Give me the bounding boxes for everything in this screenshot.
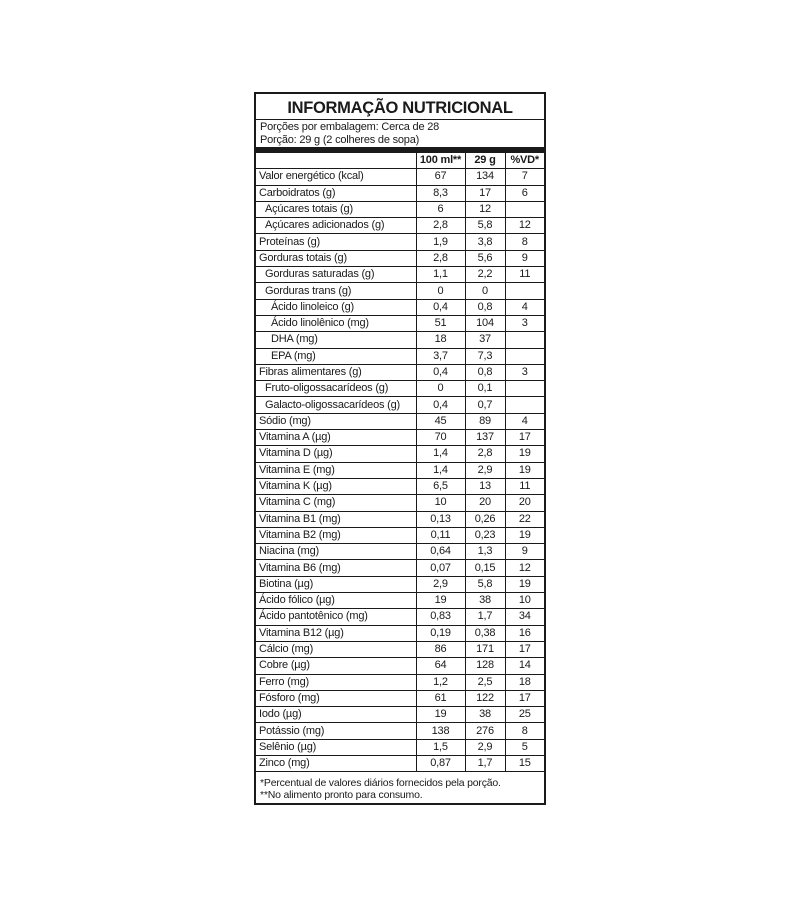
- value-100ml: 61: [416, 690, 465, 706]
- footnote-ready-to-eat: **No alimento pronto para consumo.: [260, 789, 423, 801]
- table-row: [256, 560, 544, 576]
- value-vd: 34: [505, 609, 544, 625]
- nutrient-name: Vitamina E (mg): [256, 462, 416, 478]
- value-vd: [505, 332, 544, 348]
- value-100ml: 1,4: [416, 446, 465, 462]
- value-100ml: 6: [416, 201, 465, 217]
- label-title: INFORMAÇÃO NUTRICIONAL: [287, 99, 513, 117]
- nutrient-name: Vitamina B6 (mg): [256, 560, 416, 576]
- value-vd: 25: [505, 707, 544, 723]
- value-100ml: 2,9: [416, 576, 465, 592]
- value-100ml: 10: [416, 495, 465, 511]
- value-100ml: 1,4: [416, 462, 465, 478]
- table-row: [256, 381, 544, 397]
- value-portion: 1,3: [465, 544, 505, 560]
- table-row: [256, 430, 544, 446]
- value-100ml: 0,4: [416, 397, 465, 413]
- value-portion: 5,6: [465, 250, 505, 266]
- value-portion: 2,9: [465, 739, 505, 755]
- nutrient-name: Potássio (mg): [256, 723, 416, 739]
- value-vd: 16: [505, 625, 544, 641]
- value-100ml: 51: [416, 315, 465, 331]
- value-vd: 19: [505, 576, 544, 592]
- nutrient-name: Valor energético (kcal): [256, 169, 416, 185]
- value-vd: 14: [505, 658, 544, 674]
- nutrient-name: Biotina (µg): [256, 576, 416, 592]
- value-portion: 0,1: [465, 381, 505, 397]
- nutrient-name: Proteínas (g): [256, 234, 416, 250]
- table-row: [256, 527, 544, 543]
- nutrient-name: Vitamina B2 (mg): [256, 527, 416, 543]
- nutrient-column-header: [256, 153, 416, 169]
- nutrient-name: Gorduras saturadas (g): [256, 267, 416, 283]
- table-row: [256, 511, 544, 527]
- table-row: [256, 397, 544, 413]
- column-header-100ml: 100 ml**: [416, 153, 465, 169]
- nutrient-name: Cobre (µg): [256, 658, 416, 674]
- nutrient-name: Sódio (mg): [256, 413, 416, 429]
- value-portion: 1,7: [465, 755, 505, 771]
- value-vd: [505, 381, 544, 397]
- table-row: [256, 576, 544, 592]
- value-vd: 19: [505, 446, 544, 462]
- value-portion: 276: [465, 723, 505, 739]
- value-portion: 7,3: [465, 348, 505, 364]
- nutrient-name: Vitamina B12 (µg): [256, 625, 416, 641]
- nutrient-name: Fruto-oligossacarídeos (g): [256, 381, 416, 397]
- value-vd: 15: [505, 755, 544, 771]
- value-vd: [505, 348, 544, 364]
- table-row: [256, 201, 544, 217]
- footnotes: [260, 777, 501, 801]
- value-portion: 20: [465, 495, 505, 511]
- table-row: [256, 348, 544, 364]
- value-vd: 6: [505, 185, 544, 201]
- value-vd: 17: [505, 690, 544, 706]
- table-row: [256, 315, 544, 331]
- value-portion: 0,8: [465, 299, 505, 315]
- value-100ml: 0,87: [416, 755, 465, 771]
- table-row: [256, 267, 544, 283]
- value-100ml: 0,11: [416, 527, 465, 543]
- value-100ml: 67: [416, 169, 465, 185]
- table-row: [256, 641, 544, 657]
- value-vd: 3: [505, 364, 544, 380]
- table-row: [256, 364, 544, 380]
- nutrient-name: Cálcio (mg): [256, 641, 416, 657]
- value-portion: 1,7: [465, 609, 505, 625]
- value-portion: 5,8: [465, 576, 505, 592]
- table-row: [256, 250, 544, 266]
- nutrient-name: Carboidratos (g): [256, 185, 416, 201]
- value-100ml: 0,13: [416, 511, 465, 527]
- value-100ml: 0: [416, 381, 465, 397]
- table-row: [256, 755, 544, 771]
- value-portion: 0,15: [465, 560, 505, 576]
- nutrient-name: Ácido linolênico (mg): [256, 315, 416, 331]
- serving-size: Porção: 29 g (2 colheres de sopa): [260, 134, 420, 146]
- value-vd: [505, 283, 544, 299]
- value-portion: 37: [465, 332, 505, 348]
- value-portion: 2,8: [465, 446, 505, 462]
- value-100ml: 1,9: [416, 234, 465, 250]
- value-vd: 12: [505, 218, 544, 234]
- table-row: [256, 690, 544, 706]
- nutrition-table: [256, 153, 544, 772]
- value-vd: 19: [505, 462, 544, 478]
- value-portion: 17: [465, 185, 505, 201]
- value-100ml: 138: [416, 723, 465, 739]
- nutrient-name: Selênio (µg): [256, 739, 416, 755]
- table-row: [256, 739, 544, 755]
- table-row: [256, 185, 544, 201]
- value-100ml: 18: [416, 332, 465, 348]
- table-row: [256, 462, 544, 478]
- table-row: [256, 495, 544, 511]
- table-row: [256, 609, 544, 625]
- value-vd: 4: [505, 299, 544, 315]
- value-portion: 0,8: [465, 364, 505, 380]
- value-vd: 9: [505, 250, 544, 266]
- value-portion: 2,2: [465, 267, 505, 283]
- value-vd: 19: [505, 527, 544, 543]
- value-100ml: 19: [416, 707, 465, 723]
- value-100ml: 0,07: [416, 560, 465, 576]
- nutrient-name: Vitamina K (µg): [256, 478, 416, 494]
- column-header-vd: %VD*: [505, 153, 544, 169]
- value-portion: 3,8: [465, 234, 505, 250]
- value-100ml: 0,4: [416, 299, 465, 315]
- value-portion: 0,38: [465, 625, 505, 641]
- value-vd: 3: [505, 315, 544, 331]
- table-row: [256, 332, 544, 348]
- nutrient-name: Zinco (mg): [256, 755, 416, 771]
- value-100ml: 0,4: [416, 364, 465, 380]
- value-100ml: 1,5: [416, 739, 465, 755]
- footnote-vd: *Percentual de valores diários fornecidos pela porção.: [260, 777, 501, 789]
- nutrient-name: Ácido linoleico (g): [256, 299, 416, 315]
- value-100ml: 8,3: [416, 185, 465, 201]
- table-row: [256, 625, 544, 641]
- value-vd: 5: [505, 739, 544, 755]
- nutrient-name: Açúcares adicionados (g): [256, 218, 416, 234]
- value-portion: 137: [465, 430, 505, 446]
- value-portion: 38: [465, 593, 505, 609]
- table-row: [256, 446, 544, 462]
- nutrient-name: Gorduras trans (g): [256, 283, 416, 299]
- table-row: [256, 593, 544, 609]
- table-row: [256, 544, 544, 560]
- value-vd: [505, 397, 544, 413]
- value-100ml: 45: [416, 413, 465, 429]
- table-row: [256, 658, 544, 674]
- nutrient-name: Iodo (µg): [256, 707, 416, 723]
- value-vd: 17: [505, 641, 544, 657]
- table-row: [256, 234, 544, 250]
- value-100ml: 2,8: [416, 218, 465, 234]
- nutrient-name: Ferro (mg): [256, 674, 416, 690]
- nutrient-name: Gorduras totais (g): [256, 250, 416, 266]
- value-100ml: 19: [416, 593, 465, 609]
- value-100ml: 3,7: [416, 348, 465, 364]
- value-portion: 0: [465, 283, 505, 299]
- nutrient-name: DHA (mg): [256, 332, 416, 348]
- table-row: [256, 413, 544, 429]
- nutrient-name: Galacto-oligossacarídeos (g): [256, 397, 416, 413]
- value-100ml: 1,2: [416, 674, 465, 690]
- value-portion: 89: [465, 413, 505, 429]
- nutrient-name: Açúcares totais (g): [256, 201, 416, 217]
- value-100ml: 6,5: [416, 478, 465, 494]
- value-vd: 9: [505, 544, 544, 560]
- nutrient-name: Vitamina A (µg): [256, 430, 416, 446]
- nutrient-name: Ácido pantotênico (mg): [256, 609, 416, 625]
- value-portion: 12: [465, 201, 505, 217]
- value-100ml: 0,64: [416, 544, 465, 560]
- nutrient-name: Vitamina D (µg): [256, 446, 416, 462]
- value-vd: 22: [505, 511, 544, 527]
- column-header-portion: 29 g: [465, 153, 505, 169]
- nutrient-name: EPA (mg): [256, 348, 416, 364]
- value-vd: 8: [505, 723, 544, 739]
- value-vd: 11: [505, 267, 544, 283]
- value-portion: 0,7: [465, 397, 505, 413]
- value-vd: 8: [505, 234, 544, 250]
- value-100ml: 0,83: [416, 609, 465, 625]
- table-row: [256, 707, 544, 723]
- servings-per-package: Porções por embalagem: Cerca de 28: [260, 121, 440, 133]
- value-vd: 7: [505, 169, 544, 185]
- value-portion: 5,8: [465, 218, 505, 234]
- table-row: [256, 674, 544, 690]
- value-portion: 104: [465, 315, 505, 331]
- value-vd: [505, 201, 544, 217]
- value-portion: 2,9: [465, 462, 505, 478]
- value-portion: 0,23: [465, 527, 505, 543]
- value-vd: 20: [505, 495, 544, 511]
- value-portion: 122: [465, 690, 505, 706]
- value-portion: 38: [465, 707, 505, 723]
- value-vd: 11: [505, 478, 544, 494]
- table-row: [256, 478, 544, 494]
- value-portion: 13: [465, 478, 505, 494]
- value-100ml: 2,8: [416, 250, 465, 266]
- value-vd: 18: [505, 674, 544, 690]
- table-row: [256, 218, 544, 234]
- table-row: [256, 283, 544, 299]
- nutrient-name: Vitamina B1 (mg): [256, 511, 416, 527]
- value-vd: 4: [505, 413, 544, 429]
- nutrient-name: Fibras alimentares (g): [256, 364, 416, 380]
- table-row: [256, 169, 544, 185]
- nutrient-name: Fósforo (mg): [256, 690, 416, 706]
- nutrient-name: Vitamina C (mg): [256, 495, 416, 511]
- value-portion: 2,5: [465, 674, 505, 690]
- nutrient-name: Niacina (mg): [256, 544, 416, 560]
- title-divider: [256, 119, 544, 120]
- value-vd: 10: [505, 593, 544, 609]
- value-100ml: 0,19: [416, 625, 465, 641]
- nutrition-table-body: [256, 169, 544, 772]
- value-100ml: 70: [416, 430, 465, 446]
- nutrition-facts-label: [254, 92, 546, 805]
- value-portion: 171: [465, 641, 505, 657]
- value-vd: 12: [505, 560, 544, 576]
- value-100ml: 86: [416, 641, 465, 657]
- nutrient-name: Ácido fólico (µg): [256, 593, 416, 609]
- value-100ml: 0: [416, 283, 465, 299]
- value-100ml: 64: [416, 658, 465, 674]
- table-header-row: [256, 153, 544, 169]
- value-portion: 134: [465, 169, 505, 185]
- value-vd: 17: [505, 430, 544, 446]
- value-portion: 0,26: [465, 511, 505, 527]
- value-portion: 128: [465, 658, 505, 674]
- table-row: [256, 299, 544, 315]
- value-100ml: 1,1: [416, 267, 465, 283]
- table-row: [256, 723, 544, 739]
